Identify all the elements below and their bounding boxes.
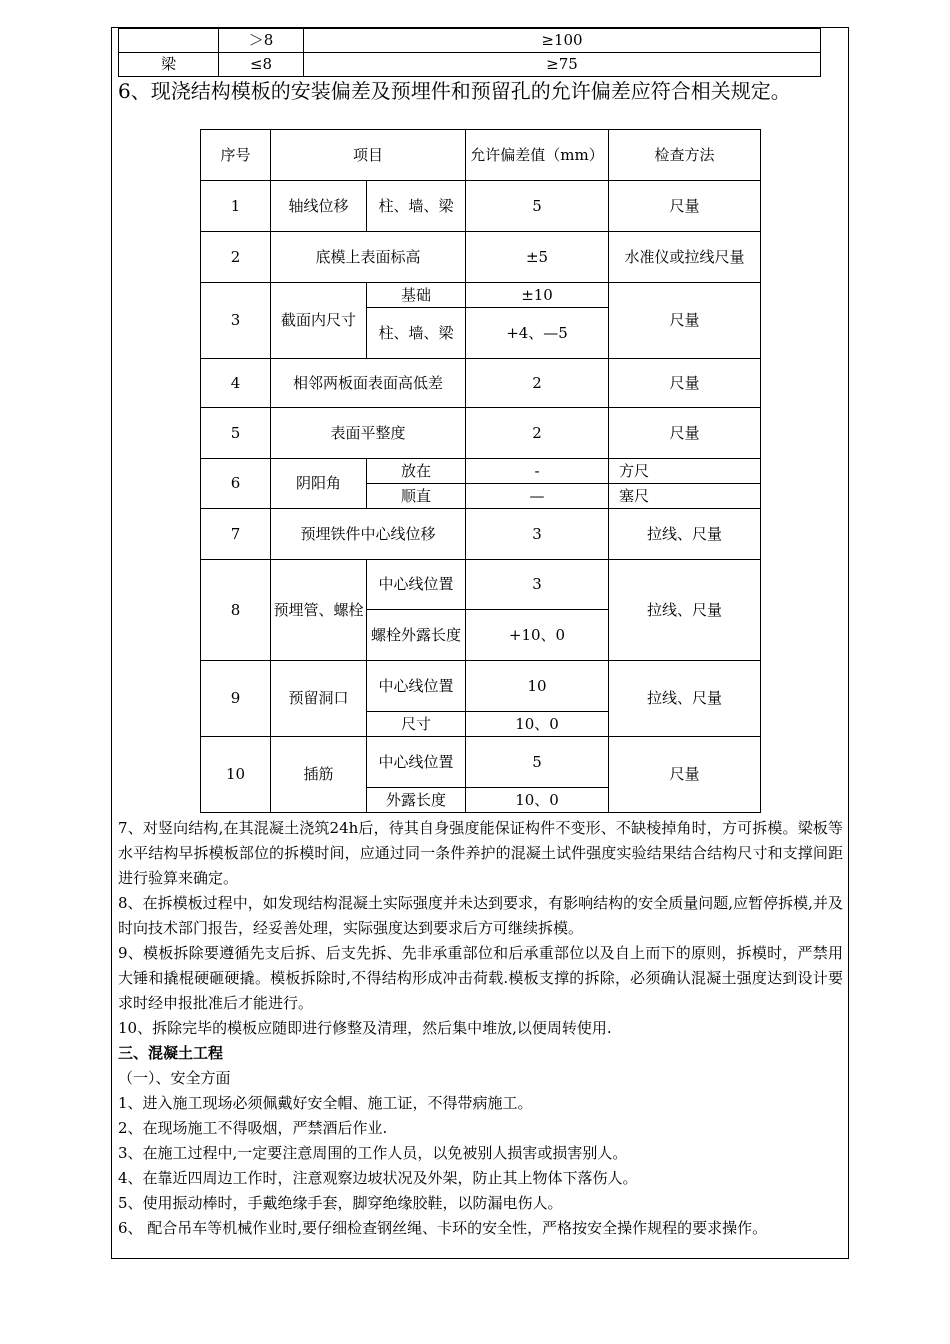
tolerance-table: [200, 129, 761, 813]
row-item: 插筋: [271, 737, 367, 813]
table-cell: ≥100: [304, 29, 821, 53]
table-cell: ≤8: [219, 53, 304, 77]
row-no: 3: [201, 283, 271, 359]
row-value: ±10: [466, 283, 609, 308]
row-value: ±5: [466, 232, 609, 283]
row-method: 拉线、尺量: [609, 560, 761, 661]
row-method: 尺量: [609, 283, 761, 359]
row-subitem: 基础: [367, 283, 466, 308]
table-header-row: [201, 130, 761, 181]
row-value: -: [466, 459, 609, 484]
row-method: 塞尺: [609, 484, 761, 509]
row-subitem: 外露长度: [367, 788, 466, 813]
table-row: [119, 29, 821, 53]
row-no: 8: [201, 560, 271, 661]
paragraph: 8、在拆模板过程中，如发现结构混凝土实际强度并未达到要求，有影响结构的安全质量问题,应暂停拆模,并及时向技术部门报告，经妥善处理，实际强度达到要求后方可继续拆模。: [118, 894, 843, 937]
row-method: 尺量: [609, 408, 761, 459]
row-value: 2: [466, 359, 609, 408]
header-item: 项目: [271, 130, 466, 181]
row-value: 5: [466, 737, 609, 788]
row-value: 10、0: [466, 788, 609, 813]
table-cell: ≥75: [304, 53, 821, 77]
table-row: [201, 560, 761, 610]
paragraph: 7、对竖向结构,在其混凝土浇筑24h后，待其自身强度能保证构件不变形、不缺棱掉角时，方可拆模。梁板等水平结构早拆模板部位的拆模时间，应通过同一条件养护的混凝土试件强度实验结果结合结构尺寸和支撑间距进行验算来确定。: [118, 819, 843, 887]
list-item: 4、在靠近四周边工作时，注意观察边坡状况及外架，防止其上物体下落伤人。: [118, 1169, 638, 1187]
row-item: 预留洞口: [271, 661, 367, 737]
row-subitem: 螺栓外露长度: [367, 610, 466, 661]
row-item: 轴线位移: [271, 181, 367, 232]
table-cell: 梁: [119, 53, 219, 77]
table-row: [201, 181, 761, 232]
list-item: 2、在现场施工不得吸烟，严禁酒后作业.: [118, 1119, 388, 1137]
table-row: [201, 661, 761, 712]
list-item: 3、在施工过程中,一定要注意周围的工作人员，以免被别人损害或损害别人。: [118, 1144, 628, 1162]
row-item: 底模上表面标高: [271, 232, 466, 283]
row-no: 10: [201, 737, 271, 813]
row-subitem: 中心线位置: [367, 737, 466, 788]
row-item: 相邻两板面表面高低差: [271, 359, 466, 408]
row-value: +10、0: [466, 610, 609, 661]
row-subitem: 柱、墙、梁: [367, 308, 466, 359]
subsection-heading: （一）、安全方面: [118, 1069, 231, 1087]
list-item: 1、进入施工现场必须佩戴好安全帽、施工证，不得带病施工。: [118, 1094, 533, 1112]
row-value: 10、0: [466, 712, 609, 737]
section-heading-3: 三、混凝土工程: [118, 1044, 224, 1062]
top-table: [118, 28, 821, 77]
row-value: 5: [466, 181, 609, 232]
header-no: 序号: [201, 130, 271, 181]
row-method: 拉线、尺量: [609, 661, 761, 737]
table-row: [201, 459, 761, 484]
paragraph: 10、拆除完毕的模板应随即进行修整及清理，然后集中堆放,以便周转使用.: [118, 1019, 612, 1037]
row-value: —: [466, 484, 609, 509]
paragraph: 9、模板拆除要遵循先支后拆、后支先拆、先非承重部位和后承重部位以及自上而下的原则，拆模时，严禁用大锤和撬棍硬砸硬撬。模板拆除时,不得结构形成冲击荷载.模板支撑的拆除，必须确认混凝土强度达到设计要求时经申报批准后才能进行。: [118, 944, 843, 1012]
row-no: 9: [201, 661, 271, 737]
row-item: 阴阳角: [271, 459, 367, 509]
row-value: 2: [466, 408, 609, 459]
body-text: [118, 816, 843, 1241]
table-cell: [119, 29, 219, 53]
table-row: [201, 737, 761, 788]
table-row: [201, 408, 761, 459]
row-no: 4: [201, 359, 271, 408]
table-cell: ＞8: [219, 29, 304, 53]
row-method: 拉线、尺量: [609, 509, 761, 560]
section-heading-6: 6、现浇结构模板的安装偏差及预埋件和预留孔的允许偏差应符合相关规定。: [118, 79, 791, 103]
row-no: 1: [201, 181, 271, 232]
list-item: 6、 配合吊车等机械作业时,要仔细检查钢丝绳、卡环的安全性，严格按安全操作规程的要求操作。: [118, 1219, 768, 1237]
header-tolerance: 允许偏差值（mm）: [466, 130, 609, 181]
row-value: 3: [466, 560, 609, 610]
row-no: 6: [201, 459, 271, 509]
table-row: [201, 283, 761, 308]
table-row: [119, 53, 821, 77]
row-value: +4、—5: [466, 308, 609, 359]
row-method: 水准仪或拉线尺量: [609, 232, 761, 283]
row-item: 预埋管、螺栓: [271, 560, 367, 661]
row-no: 5: [201, 408, 271, 459]
row-value: 10: [466, 661, 609, 712]
row-method: 方尺: [609, 459, 761, 484]
row-item: 截面内尺寸: [271, 283, 367, 359]
row-subitem: 中心线位置: [367, 661, 466, 712]
row-subitem: 顺直: [367, 484, 466, 509]
list-item: 5、使用振动棒时，手戴绝缘手套，脚穿绝缘胶鞋，以防漏电伤人。: [118, 1194, 563, 1212]
row-no: 2: [201, 232, 271, 283]
table-row: [201, 359, 761, 408]
table-row: [201, 509, 761, 560]
row-value: 3: [466, 509, 609, 560]
row-subitem: 放在: [367, 459, 466, 484]
row-item: 表面平整度: [271, 408, 466, 459]
row-item: 预埋铁件中心线位移: [271, 509, 466, 560]
row-subitem: 中心线位置: [367, 560, 466, 610]
row-method: 尺量: [609, 359, 761, 408]
header-method: 检查方法: [609, 130, 761, 181]
row-method: 尺量: [609, 181, 761, 232]
row-method: 尺量: [609, 737, 761, 813]
table-row: [201, 232, 761, 283]
row-no: 7: [201, 509, 271, 560]
row-subitem: 尺寸: [367, 712, 466, 737]
row-subitem: 柱、墙、梁: [367, 181, 466, 232]
